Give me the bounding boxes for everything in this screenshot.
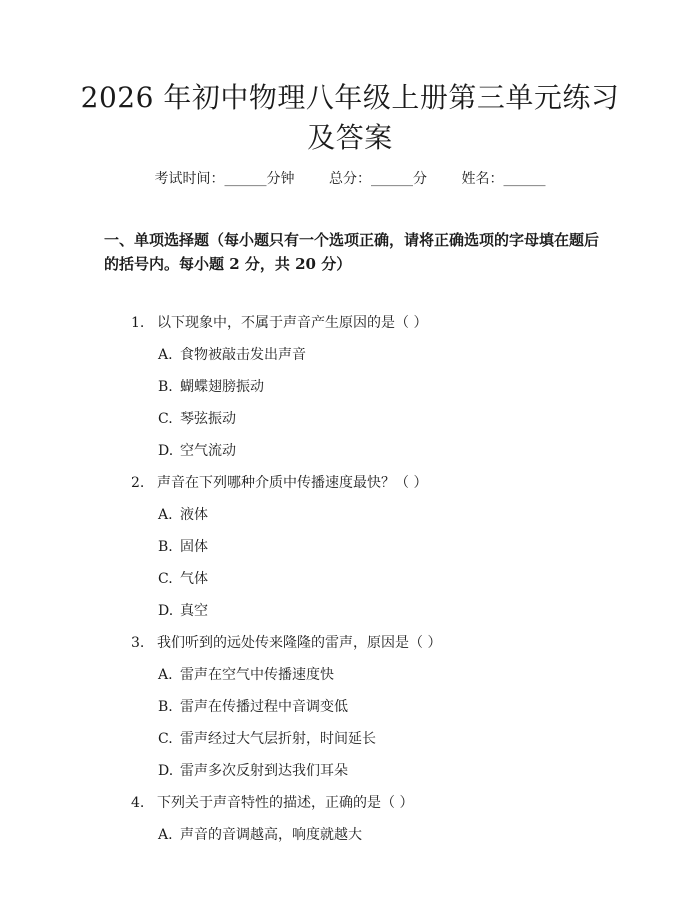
- option-text: 真空: [180, 603, 208, 619]
- option-text: 雷声在空气中传播速度快: [180, 667, 334, 683]
- option-1b: [158, 376, 264, 396]
- option-1d: [158, 440, 236, 460]
- option-letter: B.: [158, 539, 173, 555]
- option-letter: D.: [158, 443, 174, 459]
- question-4: [131, 792, 413, 812]
- question-1: [131, 312, 427, 332]
- option-2c: [158, 568, 208, 588]
- option-letter: A.: [158, 507, 173, 523]
- section-heading: 一、单项选择题（每小题只有一个选项正确，请将正确选项的字母填在题后的括号内。每小题 2 分，共 20 分）: [104, 231, 600, 273]
- option-2b: [158, 536, 208, 556]
- option-text: 固体: [180, 539, 208, 555]
- question-number: 3.: [131, 635, 145, 651]
- option-4a: [158, 824, 362, 844]
- option-text: 雷声在传播过程中音调变低: [180, 699, 348, 715]
- option-text: 蝴蝶翅膀振动: [180, 379, 264, 395]
- option-2d: [158, 600, 208, 620]
- exam-meta-line: [0, 168, 700, 188]
- option-letter: B.: [158, 699, 173, 715]
- question-text: 我们听到的远处传来隆隆的雷声，原因是（ ）: [157, 635, 442, 651]
- option-letter: B.: [158, 379, 173, 395]
- option-3d: [158, 760, 348, 780]
- option-text: 琴弦振动: [180, 411, 236, 427]
- question-text: 以下现象中，不属于声音产生原因的是（ ）: [157, 315, 428, 331]
- option-1c: [158, 408, 236, 428]
- option-letter: A.: [158, 667, 173, 683]
- option-text: 气体: [180, 571, 208, 587]
- option-letter: C.: [158, 571, 173, 587]
- option-text: 雷声经过大气层折射，时间延长: [180, 731, 376, 747]
- option-3a: [158, 664, 334, 684]
- option-letter: D.: [158, 603, 174, 619]
- question-number: 2.: [131, 475, 145, 491]
- question-3: [131, 632, 441, 652]
- option-letter: C.: [158, 411, 173, 427]
- option-3c: [158, 728, 376, 748]
- total-score-label: 总分：______分: [329, 171, 427, 187]
- name-label: 姓名：______: [461, 171, 546, 187]
- option-letter: A.: [158, 347, 173, 363]
- option-text: 液体: [180, 507, 208, 523]
- option-2a: [158, 504, 208, 524]
- question-number: 1.: [131, 315, 145, 331]
- option-text: 声音的音调越高，响度就越大: [180, 827, 362, 843]
- question-text: 声音在下列哪种介质中传播速度最快？（ ）: [157, 475, 428, 491]
- option-1a: [158, 344, 306, 364]
- option-text: 空气流动: [180, 443, 236, 459]
- option-letter: D.: [158, 763, 174, 779]
- question-number: 4.: [131, 795, 145, 811]
- option-text: 雷声多次反射到达我们耳朵: [180, 763, 348, 779]
- option-letter: C.: [158, 731, 173, 747]
- question-2: [131, 472, 427, 492]
- exam-time-label: 考试时间：______分钟: [154, 171, 295, 187]
- question-text: 下列关于声音特性的描述，正确的是（ ）: [157, 795, 414, 811]
- option-letter: A.: [158, 827, 173, 843]
- document-title: 2026 年初中物理八年级上册第三单元练习及答案: [80, 81, 620, 154]
- option-3b: [158, 696, 348, 716]
- option-text: 食物被敲击发出声音: [180, 347, 306, 363]
